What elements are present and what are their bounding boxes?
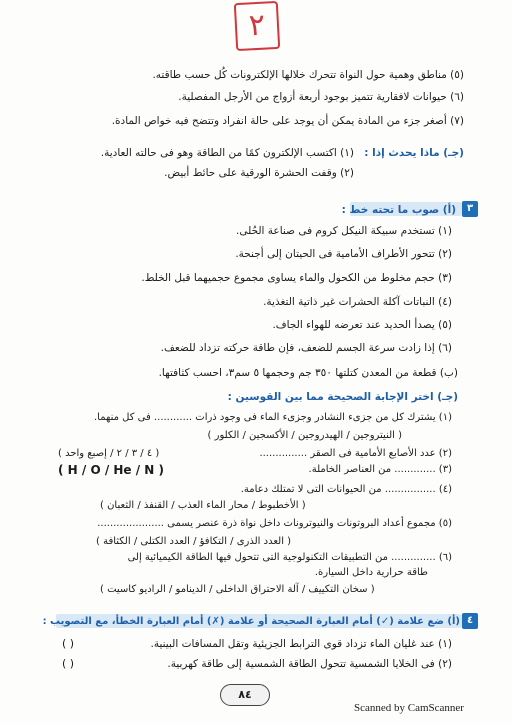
q4-item-1: (١) عند غليان الماء تزداد قوى الترابط الجزيئية وتقل المسافات البينية. bbox=[150, 638, 452, 650]
q3-c-item-6-line2: طاقة حرارية داخل السيارة. bbox=[314, 567, 428, 578]
q3-c-item-1-options: ( النيتروجين / الهيدروجين / الأكسجين / الكلور ) bbox=[207, 430, 402, 441]
q3-item-3: (٣) حجم مخلوط من الكحول والماء يساوى مجموع حجميهما قبل الخلط. bbox=[141, 272, 452, 284]
q3-c-item-4-options: ( الأخطبوط / محار الماء العذب / القنفذ / الثعبان ) bbox=[100, 500, 306, 511]
q4-number-badge: ٤ bbox=[462, 613, 478, 629]
q3-number-badge: ٣ bbox=[462, 201, 478, 217]
q3-c-item-5: (٥) مجموع أعداد البروتونات والنيوترونات داخل نواة ذرة عنصر يسمى ..................... bbox=[97, 518, 452, 529]
q3-heading: (أ) صوب ما تحته خط : bbox=[341, 204, 456, 216]
q3-c-item-2-options: ( ٤ / ٣ / ٢ / إصبع واحد ) bbox=[58, 448, 160, 459]
q3-item-1: (١) تستخدم سبيكة النيكل كروم فى صناعة الحُلى. bbox=[236, 225, 452, 237]
q3-c-item-2: (٢) عدد الأصابع الأمامية فى الصقر ............... bbox=[259, 448, 452, 459]
q3-item-4: (٤) النباتات آكلة الحشرات غير ذاتية التغذية. bbox=[263, 296, 452, 308]
q3-item-5: (٥) يصدأ الحديد عند تعرضه للهواء الجاف. bbox=[272, 319, 452, 331]
q4-answer-box-2[interactable]: ( ) bbox=[62, 657, 75, 670]
q4-item-2: (٢) فى الخلايا الشمسية تتحول الطاقة الشمسية إلى طاقة كهربية. bbox=[167, 658, 452, 670]
q3-c-item-5-options: ( العدد الذرى / التكافؤ / العدد الكتلى / الكثافة ) bbox=[96, 536, 292, 547]
page-number-stamp: ٢ bbox=[234, 1, 280, 51]
q4-answer-box-1[interactable]: ( ) bbox=[62, 637, 75, 650]
q3-c-item-1: (١) يشترك كل من جزىء النشادر وجزىء الماء فى وجود ذرات ............ فى كل منهما. bbox=[93, 412, 452, 423]
scanner-watermark: Scanned by CamScanner bbox=[354, 702, 464, 714]
q4-heading: (أ) ضع علامة (✓) أمام العبارة الصحيحة أو علامة (✗) أمام العبارة الخطأ، مع التصويب : bbox=[42, 616, 460, 627]
page-number: ٨٤ bbox=[220, 684, 270, 706]
q3-item-2: (٢) تتحور الأطراف الأمامية فى الحيتان إلى أجنحة. bbox=[235, 248, 452, 260]
part-j-heading: (جـ) ماذا يحدث إذا : bbox=[364, 147, 464, 159]
q3-item-6: (٦) إذا زادت سرعة الجسم للضعف، فإن طاقة حركته تزداد للضعف. bbox=[160, 342, 452, 354]
q3-c-item-6-options: ( سخان التكييف / آلة الاحتراق الداخلى / الدينامو / الراديو كاسيت ) bbox=[100, 584, 375, 595]
part-j-item-2: (٢) وقفت الحشرة الورقية على حائط أبيض. bbox=[164, 167, 354, 179]
part-a-item-6: (٦) حيوانات لافقارية تتميز بوجود أربعة أزواج من الأرجل المفصلية. bbox=[178, 91, 464, 103]
q3-c-item-6: (٦) .............. من التطبيقات التكنولوجية التى تتحول فيها الطاقة الكيميائية إلى bbox=[127, 552, 452, 563]
q3-c-item-4: (٤) ................ من الحيوانات التى لا تمتلك دعامة. bbox=[240, 484, 452, 495]
q3-c-item-3-options: ( H / O / He / N ) bbox=[58, 463, 165, 477]
part-a-item-7: (٧) أصغر جزء من المادة يمكن أن يوجد على حالة انفراد وتتضح فيه خواص المادة. bbox=[111, 115, 464, 127]
part-j-item-1: (١) اكتسب الإلكترون كمًا من الطاقة وهو فى حالته العادية. bbox=[100, 147, 354, 159]
q3-part-b: (ب) قطعة من المعدن كتلتها ٣٥٠ جم وحجمها ٥ سم٣، احسب كثافتها. bbox=[158, 367, 458, 379]
q3-part-c-heading: (جـ) اختر الإجابة الصحيحة مما بين القوسين : bbox=[227, 391, 458, 403]
q3-c-item-3: (٣) ............. من العناصر الخاملة. bbox=[308, 464, 452, 475]
part-a-item-5: (٥) مناطق وهمية حول النواة تتحرك خلالها الإلكترونات كُل حسب طاقته. bbox=[152, 69, 464, 81]
